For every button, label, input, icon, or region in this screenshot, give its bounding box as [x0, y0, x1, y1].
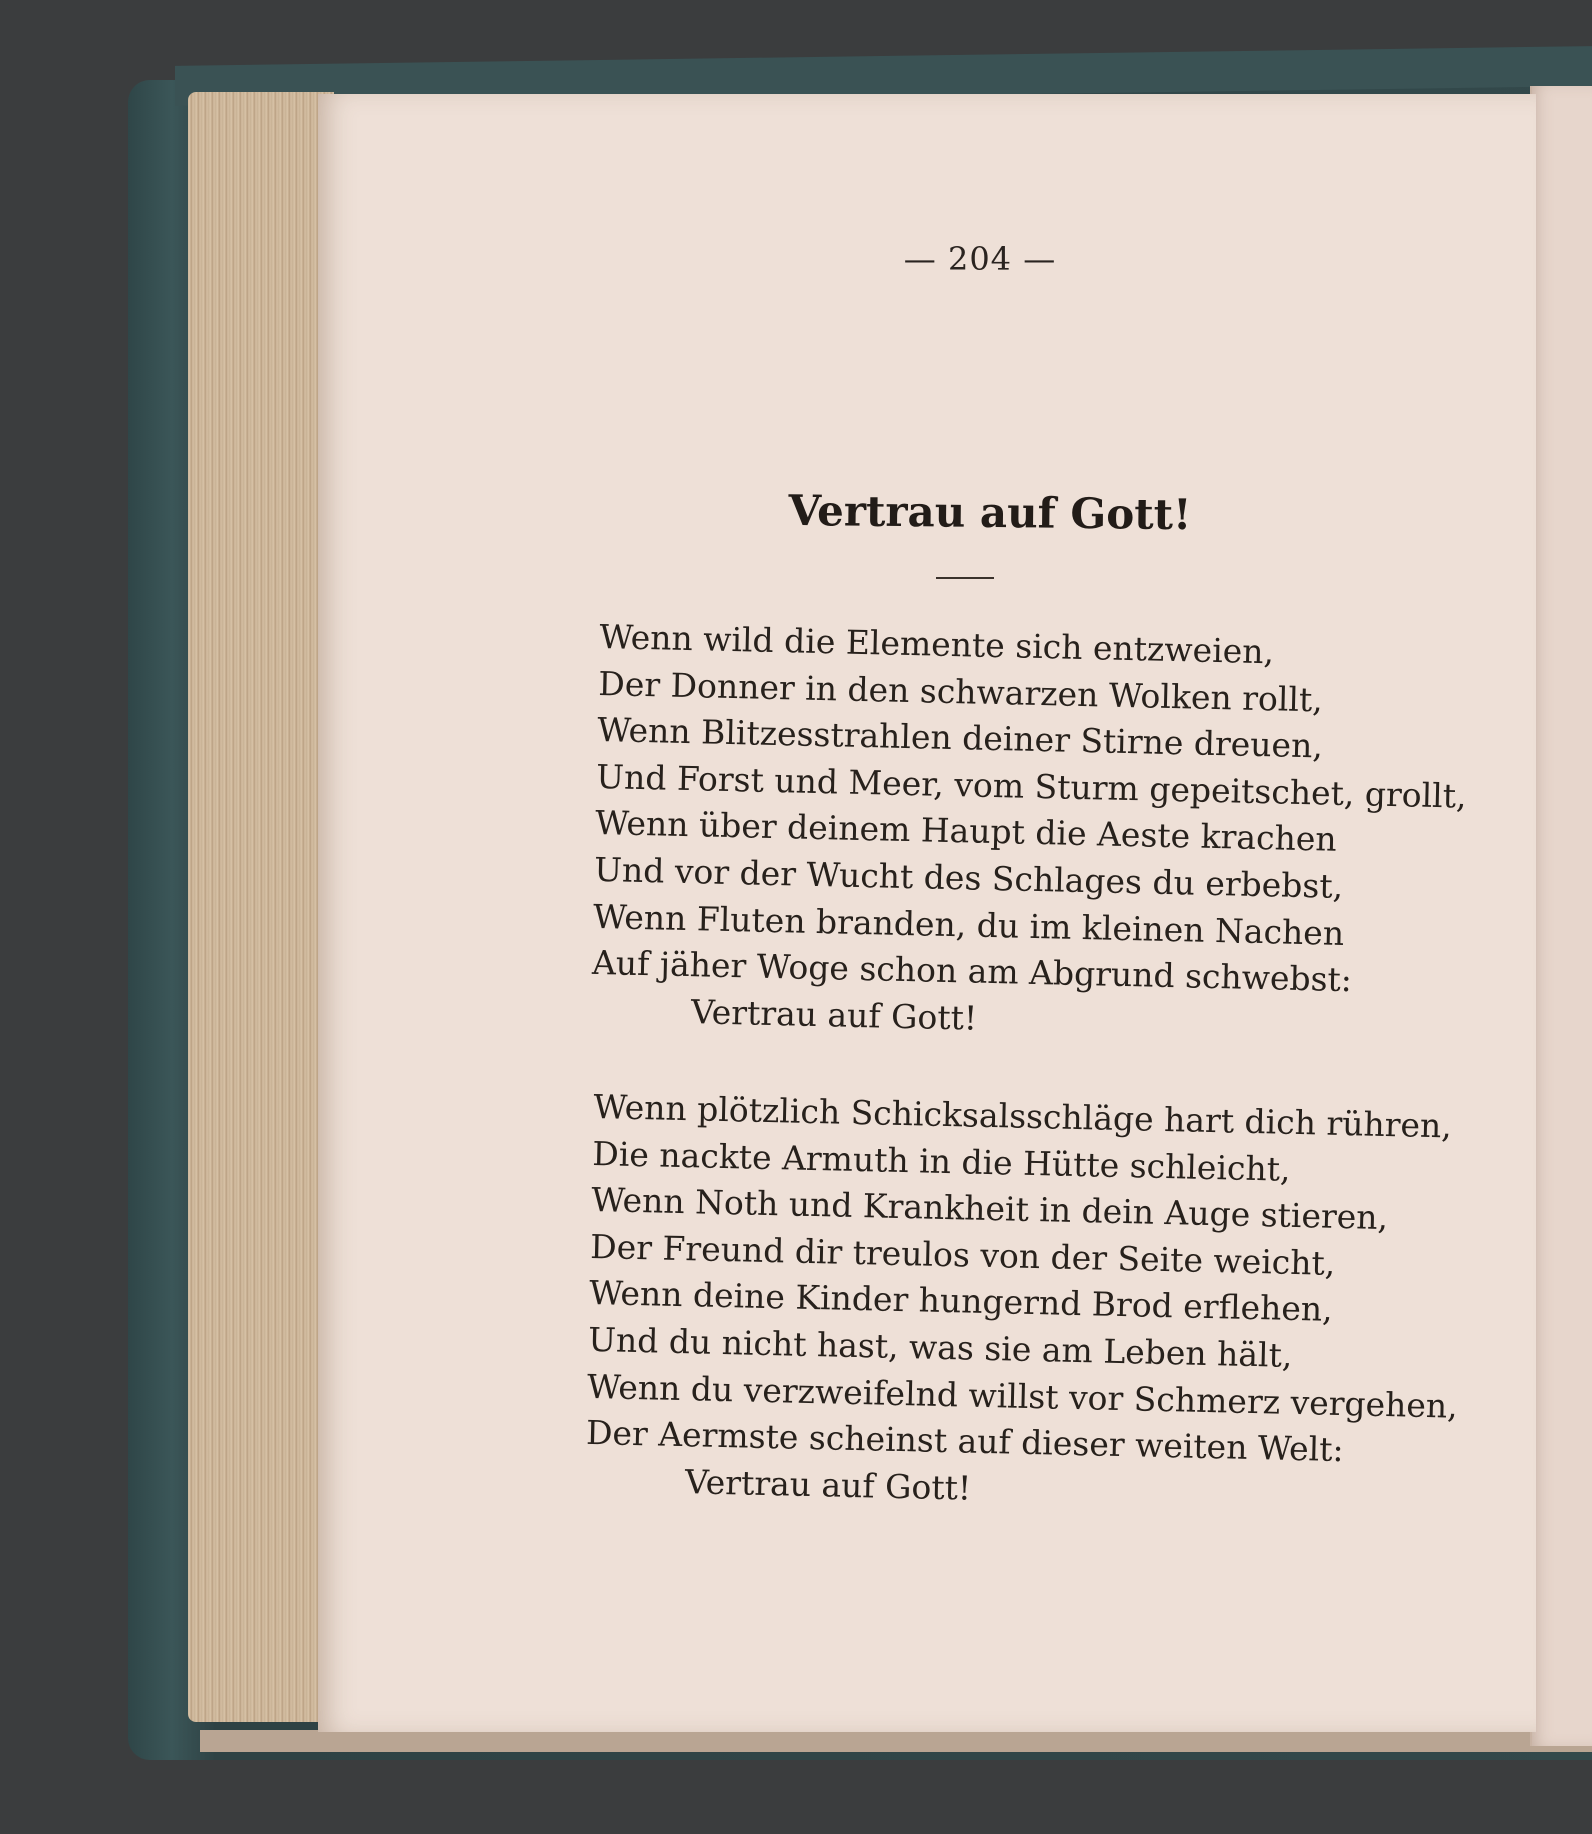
verse-line: Und vor der Wucht des Schlages du erbebst, [593, 849, 1344, 906]
title-divider [936, 577, 994, 579]
poem-title: Vertrau auf Gott! [788, 485, 1192, 540]
verse-line: Auf jäher Woge schon am Abgrund schwebst: [591, 943, 1353, 1000]
stanza-1 [590, 614, 1470, 1053]
page-block-edges [188, 92, 334, 1722]
page-bottom-edge [200, 1730, 1592, 1752]
refrain-line: Vertrau auf Gott! [684, 1461, 972, 1508]
verse-line: Wenn Fluten branden, du im kleinen Nachen [592, 896, 1345, 953]
verse-line: Und du nicht hast, was sie am Leben hält, [587, 1319, 1293, 1375]
verse-line: Wenn deine Kinder hungernd Brod erflehen, [588, 1273, 1334, 1330]
verse-line: Wenn plötzlich Schicksalsschläge hart dich rühren, [593, 1086, 1453, 1146]
page-number: — 204 — [903, 240, 1057, 278]
verse-line: Der Aermste scheinst auf dieser weiten Welt: [585, 1413, 1345, 1470]
stanza-2 [584, 1084, 1464, 1523]
verse-line: Der Freund dir treulos von der Seite weicht, [589, 1226, 1336, 1283]
verse-line: Wenn über deinem Haupt die Aeste krachen [594, 803, 1338, 860]
verse-line: Der Donner in den schwarzen Wolken rollt, [597, 663, 1324, 720]
verse-line: Wenn du verzweifelnd willst vor Schmerz vergehen, [586, 1366, 1459, 1426]
verse-line: Die nackte Armuth in die Hütte schleicht, [591, 1133, 1291, 1189]
verse-line: Wenn Noth und Krankheit in dein Auge stieren, [590, 1180, 1389, 1238]
facing-page-edge [1530, 86, 1592, 1746]
refrain-line: Vertrau auf Gott! [690, 991, 978, 1038]
verse-line: Und Forst und Meer, vom Sturm gepeitschet, grollt, [595, 756, 1467, 816]
verse-line: Wenn wild die Elemente sich entzweien, [599, 616, 1275, 672]
verse-line: Wenn Blitzesstrahlen deiner Stirne dreuen, [596, 710, 1324, 766]
